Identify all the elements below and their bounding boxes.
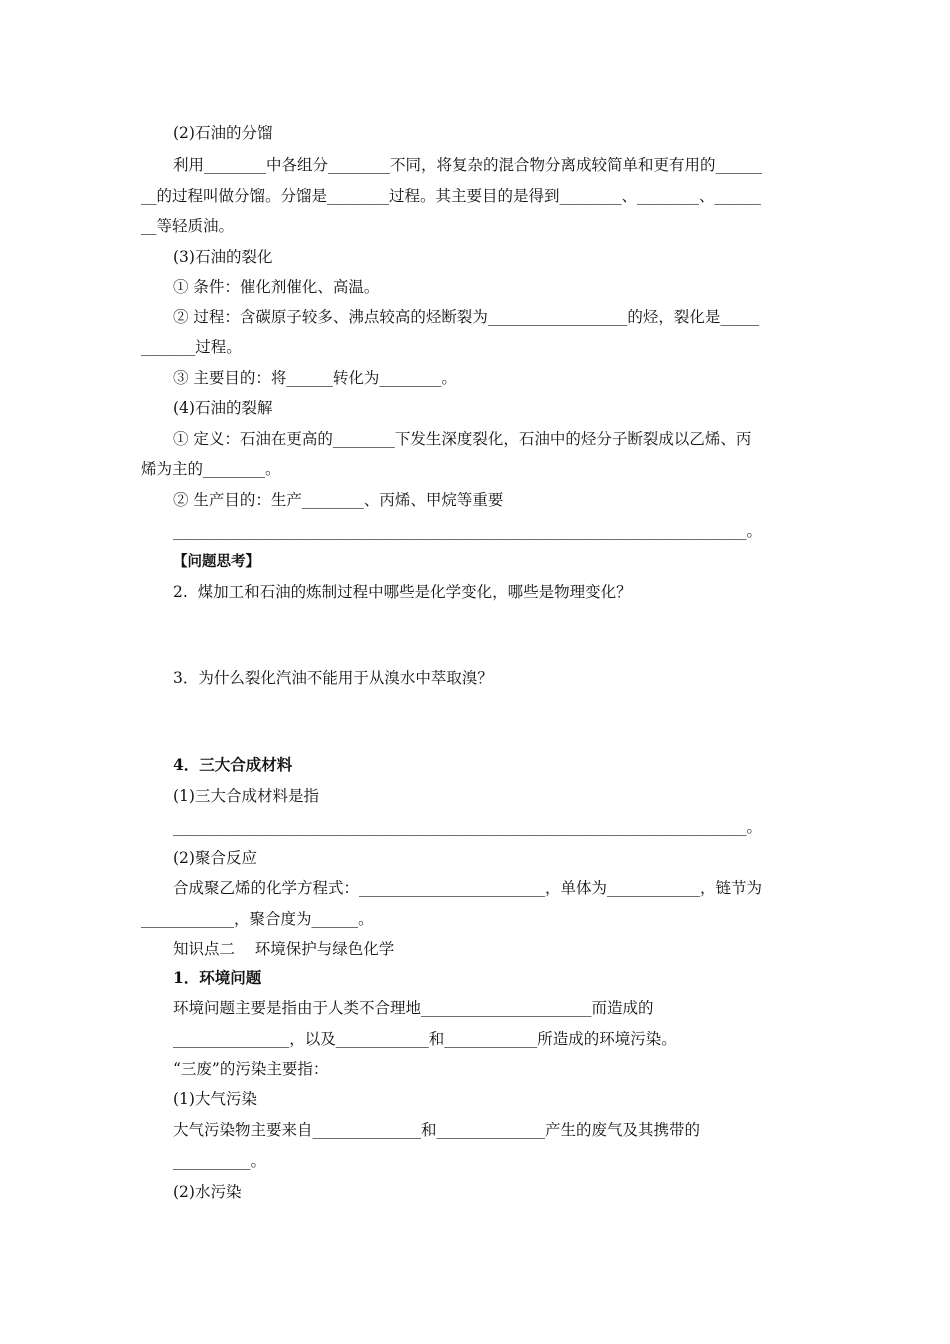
pyrolysis-definition-line-1: ① 定义：石油在更高的________下发生深度裂化，石油中的烃分子断裂成以乙烯、丙 xyxy=(173,430,752,448)
polyethylene-equation-line-2: ____________，聚合度为______。 xyxy=(141,910,374,928)
heading-petroleum-pyrolysis: (4)石油的裂解 xyxy=(173,399,273,417)
fractionation-text-line-2: __的过程叫做分馏。分馏是________过程。其主要目的是得到________、________、______ xyxy=(141,187,762,205)
heading-question-thinking: 【问题思考】 xyxy=(173,554,260,570)
environment-text-line-1: 环境问题主要是指由于人类不合理地______________________而造成的 xyxy=(173,999,654,1017)
air-pollution-text-line-2: __________。 xyxy=(173,1152,267,1170)
heading-petroleum-fractionation: (2)石油的分馏 xyxy=(173,124,273,142)
three-wastes-intro: “三废”的污染主要指： xyxy=(173,1060,329,1078)
question-2: 2. 煤加工和石油的炼制过程中哪些是化学变化，哪些是物理变化？ xyxy=(173,583,632,601)
fractionation-text-line-1: 利用________中各组分________不同，将复杂的混合物分离成较简单和更有用的______ xyxy=(173,156,763,174)
air-pollution-text-line-1: 大气污染物主要来自______________和______________产生的废气及其携带的 xyxy=(173,1121,701,1139)
heading-polymerization: (2)聚合反应 xyxy=(173,849,257,867)
answer-line-1: __________________________________________________________________________。 xyxy=(173,522,763,540)
fractionation-text-line-3: __等轻质油。 xyxy=(141,217,235,235)
answer-line-2: __________________________________________________________________________。 xyxy=(173,818,763,836)
cracking-condition: ① 条件：催化剂催化、高温。 xyxy=(173,278,380,296)
heading-environment-issues: 1．环境问题 xyxy=(173,968,262,987)
heading-air-pollution: (1)大气污染 xyxy=(173,1090,257,1108)
pyrolysis-purpose: ② 生产目的：生产________、丙烯、甲烷等重要 xyxy=(173,491,504,509)
synthetic-materials-item-1: (1)三大合成材料是指 xyxy=(173,787,319,805)
cracking-purpose: ③ 主要目的：将______转化为________。 xyxy=(173,369,457,387)
heading-petroleum-cracking: (3)石油的裂化 xyxy=(173,248,273,266)
heading-synthetic-materials: 4．三大合成材料 xyxy=(173,755,293,774)
polyethylene-equation-line-1: 合成聚乙烯的化学方程式：________________________，单体为____________，链节为 xyxy=(173,879,763,897)
pyrolysis-definition-line-2: 烯为主的________。 xyxy=(141,460,281,478)
environment-text-line-2: _______________，以及____________和____________所造成的环境污染。 xyxy=(173,1030,677,1048)
cracking-process-line-1: ② 过程：含碳原子较多、沸点较高的烃断裂为__________________的烃，裂化是_____ xyxy=(173,308,760,326)
heading-knowledge-point-2: 知识点二 环境保护与绿色化学 xyxy=(173,940,395,958)
cracking-process-line-2: _______过程。 xyxy=(141,338,242,356)
heading-water-pollution: (2)水污染 xyxy=(173,1183,242,1201)
question-3: 3．为什么裂化汽油不能用于从溴水中萃取溴？ xyxy=(173,669,493,687)
